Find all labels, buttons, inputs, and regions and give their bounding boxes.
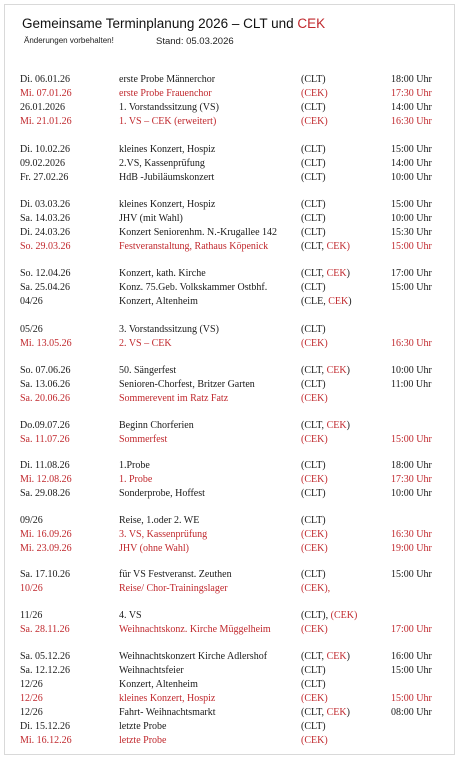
row-group [301,419,350,432]
row-event: 2.VS, Kassenprüfung [119,158,205,169]
row-group-part: CEK [326,420,347,431]
row-date: Mi. 13.05.26 [20,338,72,349]
table-row [5,212,456,225]
row-event: Konz. 75.Geb. Volkskammer Ostbhf. [119,282,268,293]
row-date: 11/26 [20,610,43,621]
row-date: So. 29.03.26 [20,241,71,252]
table-row [5,734,456,747]
row-event: erste Probe Männerchor [119,74,216,85]
row-event: Sommerfest [119,434,168,445]
table-row [5,664,456,677]
row-event: 3. Vorstandssitzung (VS) [119,324,219,335]
row-group [301,295,352,308]
row-group-part: (CLT, [301,268,327,279]
row-time: 15:00 Uhr [391,282,432,293]
row-time: 16:30 Uhr [391,338,432,349]
row-group: (CLT) [301,172,326,183]
row-date: Sa. 20.06.26 [20,393,70,404]
row-group: (CLT) [301,74,326,85]
row-group-part: (CLE, [301,296,329,307]
row-time: 15:00 Uhr [391,665,432,676]
row-group: (CLT) [301,665,326,676]
row-time: 11:00 Uhr [391,379,432,390]
row-group [301,609,357,622]
table-row [5,157,456,170]
row-event: Weihnachtskonzert Kirche Adlershof [119,651,268,662]
row-event: Senioren-Chorfest, Britzer Garten [119,379,255,390]
row-group: (CEK) [301,338,328,349]
row-event: Weihnachtsfeier [119,665,184,676]
row-time: 15:00 Uhr [391,569,432,580]
table-row [5,609,456,622]
row-group: (CEK) [301,693,328,704]
row-time: 15:00 Uhr [391,693,432,704]
table-row [5,226,456,239]
row-date: Fr. 27.02.26 [20,172,69,183]
row-group [301,706,350,719]
row-group: (CLT) [301,488,326,499]
row-date: Sa. 11.07.26 [20,434,70,445]
title-red-text: CEK [297,16,326,31]
row-group: (CEK) [301,434,328,445]
row-time: 08:00 Uhr [391,707,432,718]
row-group: (CLT) [301,158,326,169]
row-group: (CEK) [301,624,328,635]
row-time: 10:00 Uhr [391,365,432,376]
row-group-part: CEK [326,707,347,718]
row-group: (CLT) [301,199,326,210]
row-group-part: (CEK) [330,610,358,621]
table-row [5,419,456,432]
row-event: JHV (ohne Wahl) [119,543,189,554]
row-group-part: (CLT), [301,610,331,621]
row-date: 26.01.2026 [20,102,65,113]
row-date: Mi. 21.01.26 [20,116,72,127]
table-row [5,240,456,253]
table-row [5,678,456,691]
row-date: 12/26 [20,679,43,690]
row-event: Sonderprobe, Hoffest [119,488,205,499]
table-row [5,364,456,377]
row-date: So. 07.06.26 [20,365,71,376]
row-time: 15:00 Uhr [391,241,432,252]
row-time: 17:30 Uhr [391,474,432,485]
table-row [5,706,456,719]
row-date: Sa. 28.11.26 [20,624,70,635]
table-row [5,73,456,86]
row-event: kleines Konzert, Hospiz [119,693,216,704]
row-date: Mi. 07.01.26 [20,88,72,99]
row-group: (CEK) [301,393,328,404]
row-time: 18:00 Uhr [391,74,432,85]
changes-note: Änderungen vorbehalten! [24,36,114,45]
row-date: Sa. 12.12.26 [20,665,70,676]
row-date: Sa. 14.03.26 [20,213,70,224]
row-event: 1. Vorstandssitzung (VS) [119,102,219,113]
row-date: Di. 03.03.26 [20,199,70,210]
row-event: 1.Probe [119,460,150,471]
row-date: Sa. 13.06.26 [20,379,70,390]
row-event: Fahrt- Weihnachtsmarkt [119,707,216,718]
row-group: (CLT) [301,379,326,390]
row-time: 14:00 Uhr [391,102,432,113]
row-date: Mi. 23.09.26 [20,543,72,554]
row-group: (CEK), [301,583,331,594]
row-group: (CEK) [301,116,328,127]
row-event: Beginn Chorferien [119,420,194,431]
row-group-part: ) [348,296,352,307]
row-event: 50. Sängerfest [119,365,177,376]
row-group-part: CEK [328,296,349,307]
table-row [5,542,456,555]
row-time: 10:00 Uhr [391,172,432,183]
row-group-part: CEK [326,365,347,376]
title-main-text: Gemeinsame Terminplanung 2026 – CLT und [22,16,298,31]
row-group: (CEK) [301,88,328,99]
row-date: 09.02.2026 [20,158,65,169]
row-group: (CLT) [301,721,326,732]
row-date: Di. 10.02.26 [20,144,70,155]
row-event: 1. Probe [119,474,153,485]
row-event: für VS Festveranst. Zeuthen [119,569,232,580]
row-event: Konzert, Altenheim [119,679,198,690]
row-group-part: ) [346,420,350,431]
table-row [5,295,456,308]
row-group: (CEK) [301,474,328,485]
row-date: 05/26 [20,324,43,335]
row-group: (CLT) [301,515,326,526]
row-date: Sa. 17.10.26 [20,569,70,580]
row-date: So. 12.04.26 [20,268,71,279]
row-group: (CLT) [301,144,326,155]
row-date: Do.09.07.26 [20,420,70,431]
table-row [5,281,456,294]
document-title [22,16,325,31]
table-row [5,378,456,391]
table-row [5,101,456,114]
row-group-part: CEK) [326,241,350,252]
row-date: 12/26 [20,707,43,718]
row-event: Konzert Seniorenhm. N.-Krugallee 142 [119,227,278,238]
row-group: (CLT) [301,102,326,113]
row-time: 15:00 Uhr [391,199,432,210]
row-event: erste Probe Frauenchor [119,88,212,99]
table-row [5,692,456,705]
table-row [5,267,456,280]
table-row [5,392,456,405]
row-group-part: (CLT, [301,365,327,376]
row-time: 14:00 Uhr [391,158,432,169]
row-group-part: (CLT, [301,707,327,718]
row-date: Mi. 16.12.26 [20,735,72,746]
row-event: 4. VS [119,610,142,621]
row-group [301,267,350,280]
row-time: 16:00 Uhr [391,651,432,662]
table-row [5,87,456,100]
row-event: 3. VS, Kassenprüfung [119,529,208,540]
row-date: Sa. 25.04.26 [20,282,70,293]
row-time: 17:00 Uhr [391,268,432,279]
row-time: 10:00 Uhr [391,213,432,224]
row-time: 15:30 Uhr [391,227,432,238]
row-event: HdB -Jubiläumskonzert [119,172,215,183]
row-event: kleines Konzert, Hospiz [119,199,216,210]
table-row [5,720,456,733]
row-group-part: CEK [326,651,347,662]
row-group: (CLT) [301,227,326,238]
row-event: Konzert, kath. Kirche [119,268,206,279]
row-event: Sommerevent im Ratz Fatz [119,393,229,404]
stand-date: Stand: 05.03.2026 [156,36,234,47]
row-time: 10:00 Uhr [391,488,432,499]
table-row [5,143,456,156]
row-time: 19:00 Uhr [391,543,432,554]
row-group: (CLT) [301,324,326,335]
row-event: 1. VS – CEK (erweitert) [119,116,217,127]
row-date: 10/26 [20,583,43,594]
row-group-part: CEK [326,268,347,279]
row-group: (CLT) [301,282,326,293]
row-group: (CLT) [301,460,326,471]
row-date: 12/26 [20,693,43,704]
row-group: (CEK) [301,543,328,554]
row-group [301,650,350,663]
row-group: (CLT) [301,213,326,224]
row-date: Di. 15.12.26 [20,721,70,732]
row-group: (CLT) [301,679,326,690]
row-event: letzte Probe [119,721,167,732]
table-row [5,459,456,472]
table-row [5,487,456,500]
row-group [301,240,350,253]
row-date: Mi. 16.09.26 [20,529,72,540]
row-event: kleines Konzert, Hospiz [119,144,216,155]
row-group-part: (CLT, [301,420,327,431]
row-date: Di. 24.03.26 [20,227,70,238]
row-date: 04/26 [20,296,43,307]
table-row [5,323,456,336]
row-group-part: ) [346,365,350,376]
row-group-part: ) [346,707,350,718]
table-row [5,528,456,541]
row-group: (CEK) [301,735,328,746]
row-date: Mi. 12.08.26 [20,474,72,485]
row-event: Konzert, Altenheim [119,296,198,307]
table-row [5,115,456,128]
row-event: Reise/ Chor-Trainingslager [119,583,228,594]
row-group [301,364,350,377]
row-event: Weihnachtskonz. Kirche Müggelheim [119,624,271,635]
table-row [5,433,456,446]
table-row [5,337,456,350]
row-date: Sa. 29.08.26 [20,488,70,499]
row-group: (CEK) [301,529,328,540]
table-row [5,514,456,527]
row-time: 17:30 Uhr [391,88,432,99]
row-time: 15:00 Uhr [391,434,432,445]
row-date: Di. 11.08.26 [20,460,70,471]
row-group-part: (CLT, [301,241,327,252]
table-row [5,623,456,636]
table-row [5,582,456,595]
row-time: 15:00 Uhr [391,144,432,155]
row-time: 16:30 Uhr [391,529,432,540]
row-time: 17:00 Uhr [391,624,432,635]
row-event: Festveranstaltung, Rathaus Köpenick [119,241,269,252]
row-date: Sa. 05.12.26 [20,651,70,662]
row-group-part: ) [346,268,350,279]
table-row [5,568,456,581]
row-date: 09/26 [20,515,43,526]
table-row [5,473,456,486]
document-page [4,4,455,755]
row-time: 16:30 Uhr [391,116,432,127]
table-row [5,171,456,184]
row-event: 2. VS – CEK [119,338,172,349]
row-event: JHV (mit Wahl) [119,213,183,224]
row-event: Reise, 1.oder 2. WE [119,515,200,526]
row-date: Di. 06.01.26 [20,74,70,85]
table-row [5,198,456,211]
row-group-part: ) [346,651,350,662]
row-group: (CLT) [301,569,326,580]
row-group-part: (CLT, [301,651,327,662]
table-row [5,650,456,663]
row-event: letzte Probe [119,735,167,746]
row-time: 18:00 Uhr [391,460,432,471]
